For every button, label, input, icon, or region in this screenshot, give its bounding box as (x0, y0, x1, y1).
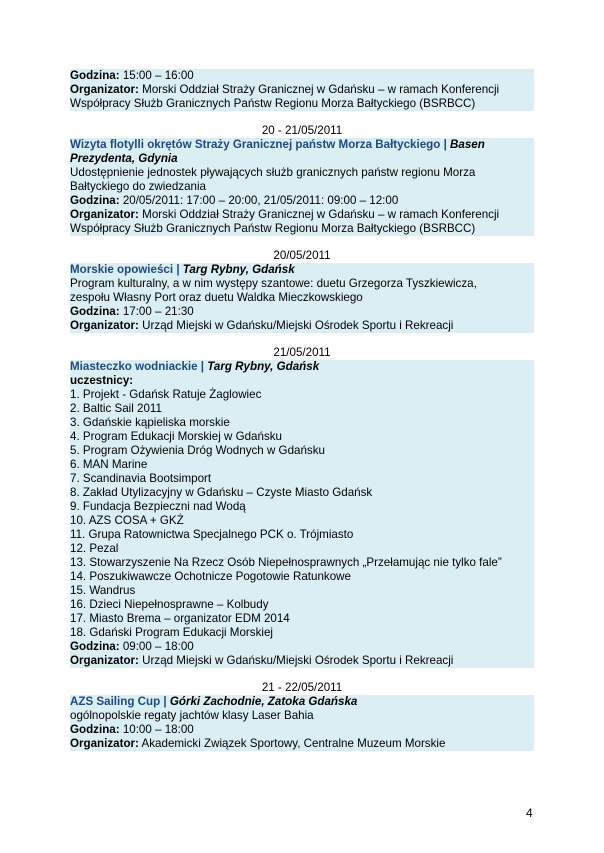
event-description: Udostępnienie jednostek pływających służb granicznych państw regionu Morza (70, 166, 476, 179)
list-item: 15. Wandrus (70, 584, 136, 597)
organizer-label: Organizator: (70, 737, 139, 750)
title-separator: | (440, 138, 451, 151)
organizer-line (70, 208, 534, 222)
hours-value: 09:00 – 18:00 (119, 640, 194, 653)
organizer-line-continued: Współpracy Służb Granicznych Państw Regionu Morza Bałtyckiego (BSRBCC) (70, 97, 476, 110)
event-block (70, 695, 534, 751)
event-description: ogólnopolskie regaty jachtów klasy Laser Bahia (70, 709, 314, 722)
hours-label: Godzina: (70, 194, 120, 207)
list-item: 2. Baltic Sail 2011 (70, 402, 162, 415)
event-block (70, 263, 534, 333)
organizer-label: Organizator: (70, 654, 139, 667)
hours-line (70, 194, 534, 208)
hours-label: Godzina: (70, 69, 120, 82)
organizer-line (70, 83, 534, 97)
organizer-line (70, 319, 534, 333)
page-number: 4 (526, 806, 533, 820)
event-date: 20/05/2011 (273, 249, 331, 262)
list-item: 12. Pezal (70, 542, 119, 555)
organizer-line (70, 654, 534, 668)
event-title: Miasteczko wodniackie (70, 360, 198, 373)
hours-label: Godzina: (70, 305, 120, 318)
event-place: Targ Rybny, Gdańsk (182, 263, 295, 276)
title-separator: | (173, 263, 183, 276)
list-item: 14. Poszukiwawcze Ochotnicze Pogotowie Ratunkowe (70, 570, 351, 583)
event-flotilla-visit (70, 124, 534, 236)
list-item: 17. Miasto Brema – organizator EDM 2014 (70, 612, 290, 625)
list-item: 6. MAN Marine (70, 458, 148, 471)
event-title-line (70, 360, 534, 374)
hours-value: 20/05/2011: 17:00 – 20:00, 21/05/2011: 09:00 – 12:00 (119, 194, 399, 207)
list-item: 11. Grupa Ratownictwa Specjalnego PCK o. Trójmiasto (70, 528, 354, 541)
event-block (70, 138, 534, 236)
hours-line (70, 305, 534, 319)
event-continuation-block (70, 69, 534, 111)
event-date: 21 - 22/05/2011 (261, 681, 343, 694)
organizer-label: Organizator: (70, 208, 139, 221)
hours-label: Godzina: (70, 723, 120, 736)
event-description-continued: Bałtyckiego do zwiedzania (70, 180, 206, 193)
hours-value: 10:00 – 18:00 (119, 723, 194, 736)
hours-line (70, 640, 534, 654)
list-item: 4. Program Edukacji Morskiej w Gdańsku (70, 430, 282, 443)
event-sea-stories (70, 249, 534, 333)
organizer-value: Urząd Miejski w Gdańsku/Miejski Ośrodek Sportu i Rekreacji (138, 654, 454, 667)
organizer-line (70, 737, 534, 751)
event-place-continued: Prezydenta, Gdynia (70, 152, 178, 165)
participants-list (70, 388, 534, 640)
hours-value: 15:00 – 16:00 (119, 69, 194, 82)
hours-value: 17:00 – 21:30 (119, 305, 194, 318)
organizer-line-continued: Współpracy Służb Granicznych Państw Regionu Morza Bałtyckiego (BSRBCC) (70, 222, 476, 235)
list-item: 18. Gdański Program Edukacji Morskiej (70, 626, 273, 639)
list-item: 7. Scandinavia Bootsimport (70, 472, 212, 485)
participants-label: uczestnicy: (70, 374, 134, 387)
event-place-line (70, 152, 534, 166)
title-separator: | (197, 360, 208, 373)
event-sailing-town (70, 346, 534, 668)
organizer-value: Urząd Miejski w Gdańsku/Miejski Ośrodek Sportu i Rekreacji (138, 319, 454, 332)
event-place: Basen (450, 138, 485, 151)
organizer-label: Organizator: (70, 83, 139, 96)
organizer-value: Akademicki Związek Sportowy, Centralne Muzeum Morskie (138, 737, 446, 750)
event-azs-sailing-cup (70, 681, 534, 751)
event-title-line (70, 138, 534, 152)
title-separator: | (160, 695, 170, 708)
list-item: 1. Projekt - Gdańsk Ratuje Żaglowiec (70, 388, 262, 401)
event-title: Morskie opowieści (70, 263, 174, 276)
event-date: 20 - 21/05/2011 (261, 124, 343, 137)
event-title: Wizyta flotylli okrętów Straży Granicznej państw Morza Bałtyckiego (70, 138, 441, 151)
hours-label: Godzina: (70, 640, 120, 653)
document-body (70, 69, 534, 751)
list-item: 8. Zakład Utylizacyjny w Gdańsku – Czyste Miasto Gdańsk (70, 486, 373, 499)
organizer-value: Morski Oddział Straży Granicznej w Gdańsku – w ramach Konferencji (138, 83, 500, 96)
organizer-label: Organizator: (70, 319, 139, 332)
event-block (70, 360, 534, 668)
list-item: 13. Stowarzyszenie Na Rzecz Osób Niepełnosprawnych „Przełamując nie tylko fale” (70, 556, 502, 569)
list-item: 5. Program Ożywienia Dróg Wodnych w Gdańsku (70, 444, 325, 457)
hours-line (70, 723, 534, 737)
organizer-value: Morski Oddział Straży Granicznej w Gdańsku – w ramach Konferencji (138, 208, 500, 221)
event-description-continued: zespołu Własny Port oraz duetu Waldka Mieczkowskiego (70, 291, 363, 304)
event-place: Górki Zachodnie, Zatoka Gdańska (169, 695, 358, 708)
event-date: 21/05/2011 (273, 346, 331, 359)
list-item: 16. Dzieci Niepełnosprawne – Kolbudy (70, 598, 269, 611)
event-place: Targ Rybny, Gdańsk (207, 360, 320, 373)
event-description: Program kulturalny, a w nim występy szantowe: duetu Grzegorza Tyszkiewicza, (70, 277, 477, 290)
list-item: 9. Fundacja Bezpieczni nad Wodą (70, 500, 246, 513)
event-title-line (70, 263, 534, 277)
list-item: 10. AZS COSA + GKŻ (70, 514, 184, 527)
list-item: 3. Gdańskie kąpieliska morskie (70, 416, 230, 429)
event-title: AZS Sailing Cup (70, 695, 161, 708)
hours-line (70, 69, 534, 83)
event-title-line (70, 695, 534, 709)
